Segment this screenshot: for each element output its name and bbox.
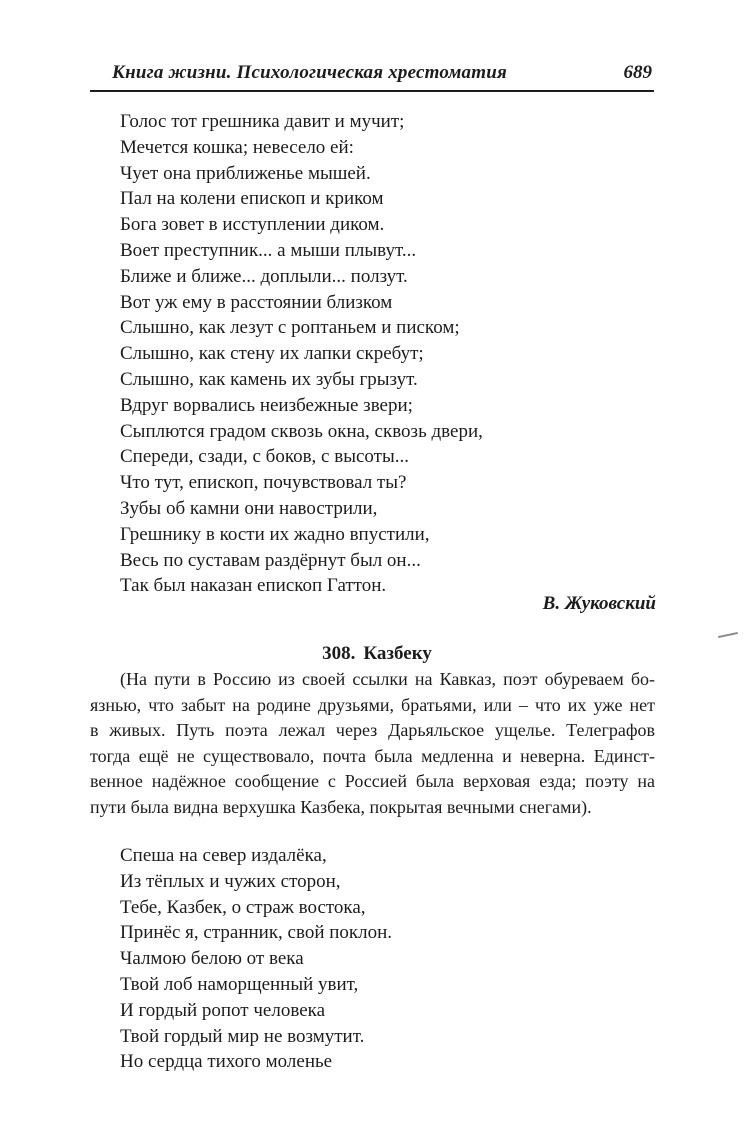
poem-author: В. Жуковский bbox=[542, 593, 656, 614]
note-line: язнью, что забыт на родине друзьями, братьями, или – что их уже нет bbox=[90, 694, 655, 715]
poem-intro-note bbox=[90, 667, 655, 821]
verse-line: Весь по суставам раздёрнут был он... bbox=[120, 549, 421, 571]
verse-line: Сыплются градом сквозь окна, сквозь двери, bbox=[120, 420, 483, 442]
verse-line: Пал на колени епископ и криком bbox=[120, 188, 384, 210]
poem-ending-stanza bbox=[120, 109, 483, 599]
verse-line: Из тёплых и чужих сторон, bbox=[120, 870, 341, 892]
verse-line: Воет преступник... а мыши плывут... bbox=[120, 239, 417, 261]
verse-line: Слышно, как лезут с роптаньем и писком; bbox=[120, 317, 460, 339]
verse-line: Принёс я, странник, свой поклон. bbox=[120, 922, 393, 944]
verse-line: Вот уж ему в расстоянии близком bbox=[120, 291, 393, 313]
verse-line: Зубы об камни они навострили, bbox=[120, 497, 378, 519]
page-number: 689 bbox=[623, 62, 652, 83]
scan-mark bbox=[718, 632, 738, 638]
verse-line: Мечется кошка; невесело ей: bbox=[120, 136, 354, 158]
running-title: Книга жизни. Психологическая хрестоматия bbox=[112, 62, 507, 83]
verse-line: Так был наказан епископ Гаттон. bbox=[120, 575, 387, 597]
verse-line: Но сердца тихого моленье bbox=[120, 1051, 333, 1073]
note-line: (На пути в Россию из своей ссылки на Кавказ, поэт обуреваем бо- bbox=[120, 669, 655, 689]
verse-line: Твой лоб наморщенный увит, bbox=[120, 973, 359, 995]
verse-line: Чалмою белою от века bbox=[120, 948, 304, 970]
verse-line: Грешнику в кости их жадно впустили, bbox=[120, 523, 430, 545]
note-line: пути была видна верхушка Казбека, покрытая вечными снегами). bbox=[90, 796, 592, 817]
poem-stanza bbox=[120, 843, 392, 1075]
verse-line: Голос тот грешника давит и мучит; bbox=[120, 111, 405, 132]
running-header bbox=[90, 60, 654, 92]
note-line: в живых. Путь поэта лежал через Дарьяльское ущелье. Телеграфов bbox=[90, 720, 655, 741]
verse-line: Слышно, как стену их лапки скребут; bbox=[120, 343, 424, 365]
verse-line: Спеша на север издалёка, bbox=[120, 845, 327, 866]
poem-title: Казбеку bbox=[363, 643, 432, 664]
note-line: венное надёжное сообщение с Россией была верховая езда; поэту на bbox=[90, 771, 655, 792]
verse-line: И гордый ропот человека bbox=[120, 999, 326, 1021]
poem-heading bbox=[0, 643, 754, 665]
verse-line: Тебе, Казбек, о страж востока, bbox=[120, 896, 366, 918]
verse-line: Вдруг ворвались неизбежные звери; bbox=[120, 394, 413, 416]
verse-line: Спереди, сзади, с боков, с высоты... bbox=[120, 446, 409, 468]
verse-line: Чует она приближенье мышей. bbox=[120, 162, 371, 184]
verse-line: Слышно, как камень их зубы грызут. bbox=[120, 368, 418, 390]
verse-line: Бога зовет в исступлении диком. bbox=[120, 214, 385, 236]
note-line: тогда ещё не существовало, почта была медленна и неверна. Единст- bbox=[90, 745, 655, 766]
verse-line: Ближе и ближе... доплыли... ползут. bbox=[120, 265, 408, 287]
verse-line: Твой гордый мир не возмутит. bbox=[120, 1025, 365, 1047]
poem-number: 308. bbox=[322, 643, 356, 664]
verse-line: Что тут, епископ, почувствовал ты? bbox=[120, 472, 407, 494]
